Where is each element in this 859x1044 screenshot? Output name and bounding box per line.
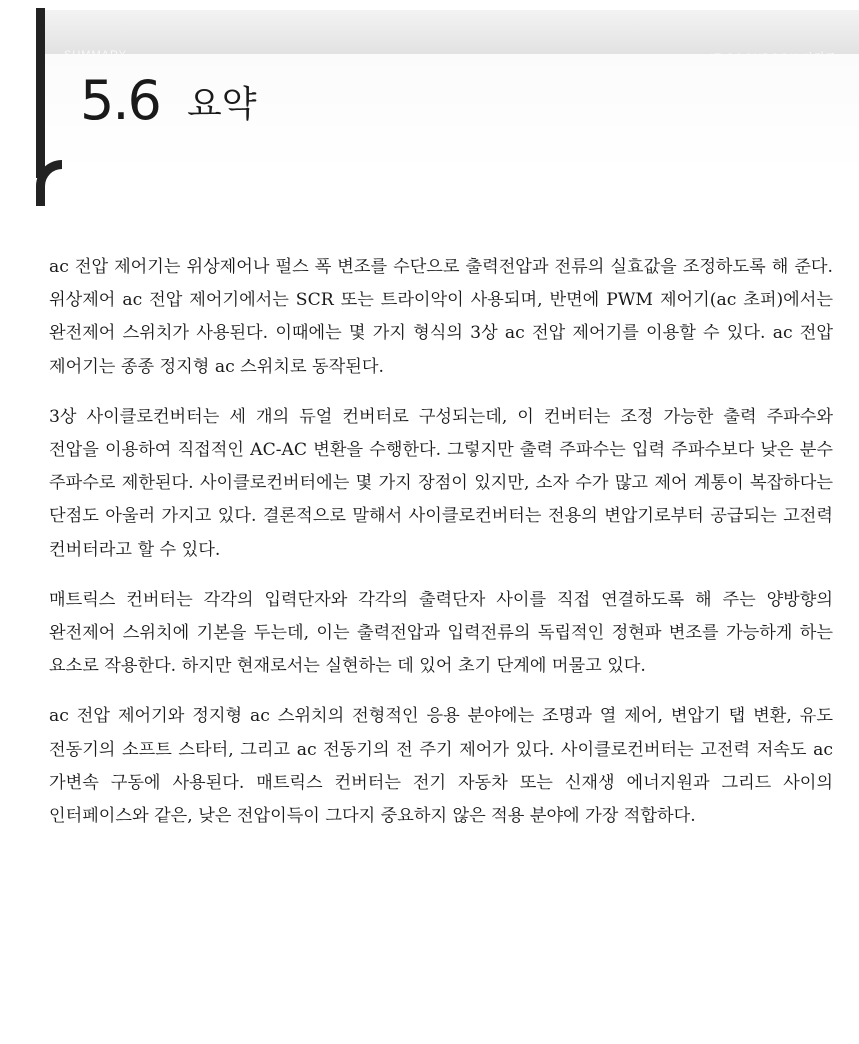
header-spine-bar xyxy=(36,8,45,178)
section-title: 요약 xyxy=(187,84,257,125)
title-shade xyxy=(44,54,859,174)
body-text xyxy=(49,251,833,850)
header-strip xyxy=(44,10,859,54)
section-header xyxy=(36,0,859,205)
paragraph-ac-voltage-controller: ac 전압 제어기는 위상제어나 펄스 폭 변조를 수단으로 출력전압과 전류의 실효값을 조정하도록 해 준다. 위상제어 ac 전압 제어기에서는 SCR 또는 트라이악이 사용되며, 반면에 PWM 제어기(ac 초퍼)에서는 완전제어 스위치가 사용된다. 이때에는 몇 가지 형식의 3상 ac 전압 제어기를 이용할 수 있다. ac 전압 제어기는 종종 정지형 ac 스위치로 동작된다. xyxy=(49,257,833,377)
paragraph-matrix-converter: 매트릭스 컨버터는 각각의 입력단자와 각각의 출력단자 사이를 직접 연결하도록 해 주는 양방향의 완전제어 스위치에 기본을 두는데, 이는 출력전압과 입력전류의 독립적인 정현파 변조를 가능하게 하는 요소로 작용한다. 하지만 현재로서는 실현하는 데 있어 초기 단계에 머물고 있다. xyxy=(49,589,833,677)
paragraph-cycloconverter: 3상 사이클로컨버터는 세 개의 듀얼 컨버터로 구성되는데, 이 컨버터는 조정 가능한 출력 주파수와 전압을 이용하여 직접적인 AC-AC 변환을 수행한다. 그렇지만 출력 주파수는 입력 주파수보다 낮은 분수 주파수로 제한된다. 사이클로컨버터에는 몇 가지 장점이 있지만, 소자 수가 많고 제어 계통이 복잡하다는 단점도 아울러 가지고 있다. 결론적으로 말해서 사이클로컨버터는 전용의 변압기로부터 공급되는 고전력 컨버터라고 할 수 있다. xyxy=(49,406,833,560)
section-number: 5.6 xyxy=(80,69,160,132)
paragraph-applications: ac 전압 제어기와 정지형 ac 스위치의 전형적인 응용 분야에는 조명과 열 제어, 변압기 탭 변환, 유도 전동기의 소프트 스타터, 그리고 ac 전동기의 전 주기 제어가 있다. 사이클로컨버터는 고전력 저속도 ac 가변속 구동에 사용된다. 매트릭스 컨버터는 전기 자동차 또는 신재생 에너지원과 그리드 사이의 인터페이스와 같은, 낮은 전압이득이 그다지 중요하지 않은 적용 분야에 가장 적합하다. xyxy=(49,706,833,827)
